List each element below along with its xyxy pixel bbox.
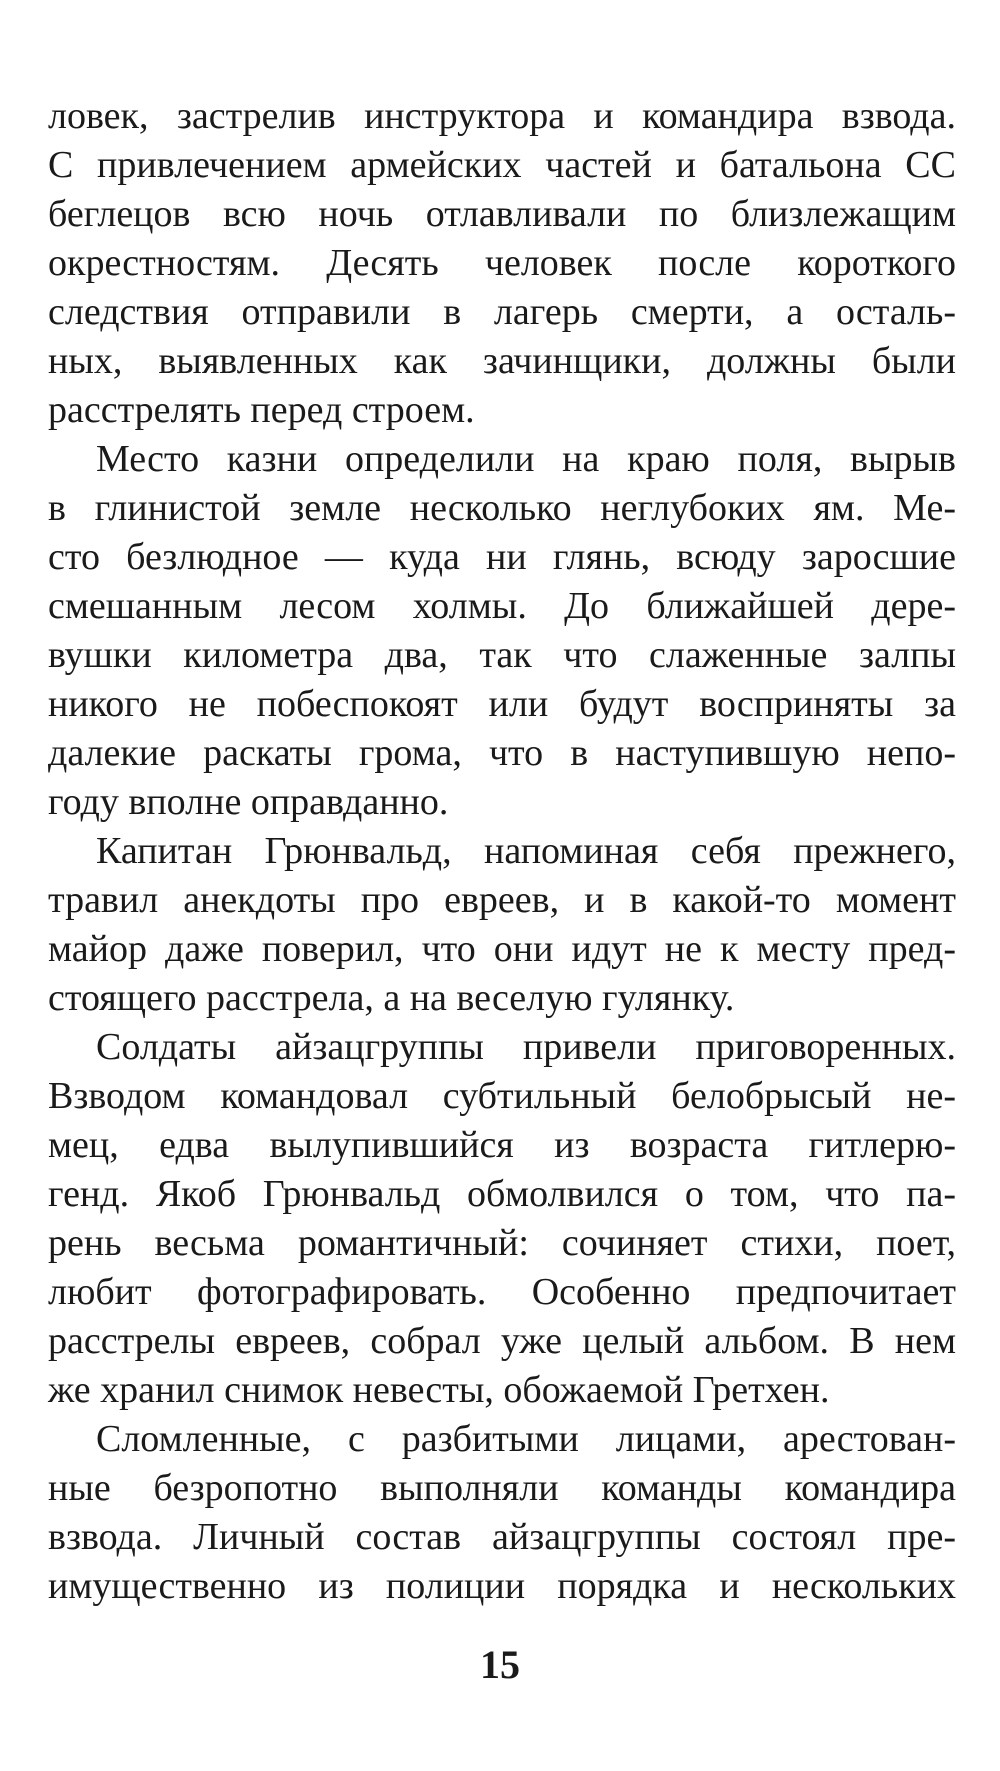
text-line: никого не побеспокоят или будут восприняты за bbox=[48, 683, 956, 725]
text-line: следствия отправили в лагерь смерти, а осталь- bbox=[48, 291, 956, 333]
text-line: далекие раскаты грома, что в наступившую непо- bbox=[48, 732, 956, 774]
text-line: ловек, застрелив инструктора и командира взвода. bbox=[48, 95, 956, 137]
text-line: майор даже поверил, что они идут не к месту пред- bbox=[48, 928, 956, 970]
paragraph-2 bbox=[48, 435, 956, 827]
text-line: ные безропотно выполняли команды командира bbox=[48, 1467, 956, 1509]
text-line: ных, выявленных как зачинщики, должны были bbox=[48, 340, 956, 382]
text-line: стоящего расстрела, а на веселую гулянку. bbox=[48, 977, 735, 1019]
text-line: любит фотографировать. Особенно предпочитает bbox=[48, 1271, 956, 1313]
text-line: Солдаты айзацгруппы привели приговоренных. bbox=[96, 1026, 956, 1068]
text-line: рень весьма романтичный: сочиняет стихи, поет, bbox=[48, 1222, 956, 1264]
body-text bbox=[48, 92, 956, 1611]
text-line: окрестностям. Десять человек после короткого bbox=[48, 242, 956, 284]
text-line: травил анекдоты про евреев, и в какой-то момент bbox=[48, 879, 956, 921]
text-line: в глинистой земле несколько неглубоких ям. Ме- bbox=[48, 487, 956, 529]
text-line: С привлечением армейских частей и батальона СС bbox=[48, 144, 956, 186]
text-line: беглецов всю ночь отлавливали по близлежащим bbox=[48, 193, 956, 235]
page-number: 15 bbox=[480, 1642, 520, 1687]
text-line: мец, едва вылупившийся из возраста гитлерю- bbox=[48, 1124, 956, 1166]
text-line: смешанным лесом холмы. До ближайшей дере- bbox=[48, 585, 956, 627]
text-line: сто безлюдное — куда ни глянь, всюду заросшие bbox=[48, 536, 956, 578]
text-line: году вполне оправданно. bbox=[48, 781, 449, 823]
text-line: же хранил снимок невесты, обожаемой Гретхен. bbox=[48, 1369, 830, 1411]
text-line: имущественно из полиции порядка и нескольких bbox=[48, 1565, 956, 1607]
text-line: генд. Якоб Грюнвальд обмолвился о том, что па- bbox=[48, 1173, 956, 1215]
paragraph-1 bbox=[48, 92, 956, 435]
text-line: Место казни определили на краю поля, вырыв bbox=[96, 438, 956, 480]
text-line: расстрелять перед строем. bbox=[48, 389, 475, 431]
text-line: расстрелы евреев, собрал уже целый альбом. В нем bbox=[48, 1320, 956, 1362]
text-line: Взводом командовал субтильный белобрысый не- bbox=[48, 1075, 956, 1117]
text-line: Капитан Грюнвальд, напоминая себя прежнего, bbox=[96, 830, 956, 872]
paragraph-5 bbox=[48, 1415, 956, 1611]
text-line: вушки километра два, так что слаженные залпы bbox=[48, 634, 956, 676]
paragraph-3 bbox=[48, 827, 956, 1023]
text-line: взвода. Личный состав айзацгруппы состоял пре- bbox=[48, 1516, 956, 1558]
text-line: Сломленные, с разбитыми лицами, арестован- bbox=[96, 1418, 956, 1460]
paragraph-4 bbox=[48, 1023, 956, 1415]
